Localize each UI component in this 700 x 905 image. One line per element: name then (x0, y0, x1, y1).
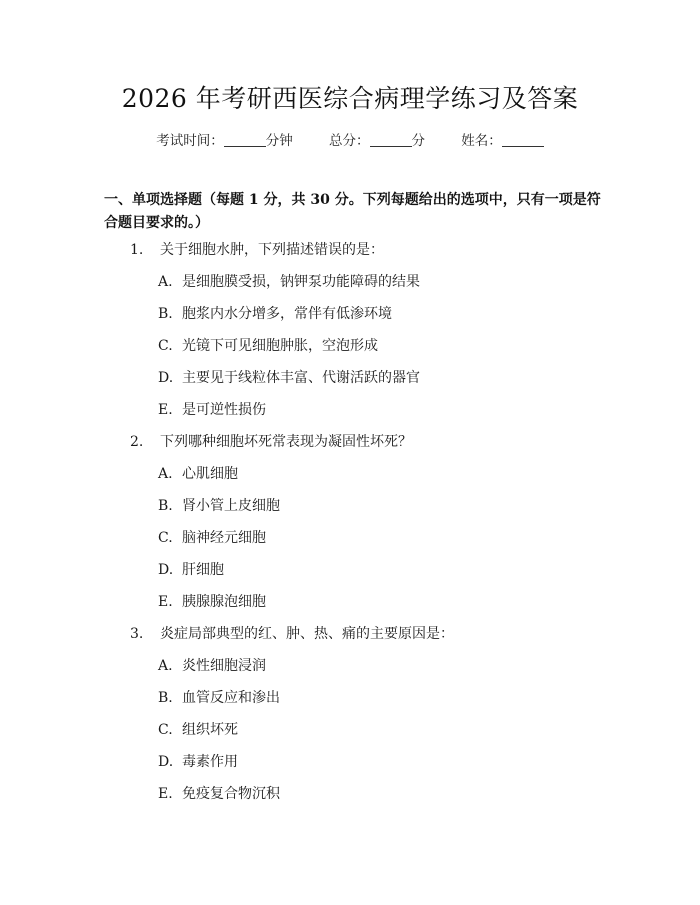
section-heading: 一、单项选择题（每题 1 分，共 30 分。下列每题给出的选项中，只有一项是符合题目要求的。） (104, 192, 601, 231)
option-text: 肾小管上皮细胞 (182, 498, 280, 514)
option-2c (130, 528, 590, 560)
option-letter: E. (158, 402, 173, 418)
name-field (461, 133, 544, 149)
option-text: 炎性细胞浸润 (182, 658, 266, 674)
option-text: 是可逆性损伤 (182, 402, 266, 418)
question-3 (130, 624, 590, 656)
question-text: 关于细胞水肿，下列描述错误的是： (160, 242, 384, 258)
option-letter: C. (158, 722, 173, 738)
exam-time-blank (224, 132, 266, 147)
option-letter: D. (158, 370, 174, 386)
option-1b (130, 304, 590, 336)
option-letter: B. (158, 498, 173, 514)
option-text: 胞浆内水分增多，常伴有低渗环境 (182, 306, 392, 322)
option-text: 组织坏死 (182, 722, 238, 738)
option-1c (130, 336, 590, 368)
total-score-blank (370, 132, 412, 147)
option-text: 胰腺腺泡细胞 (182, 594, 266, 610)
option-3b (130, 688, 590, 720)
question-number: 1. (130, 242, 144, 258)
option-text: 心肌细胞 (182, 466, 238, 482)
option-text: 主要见于线粒体丰富、代谢活跃的器官 (182, 370, 420, 386)
option-3e (130, 784, 590, 816)
page-title: 2026 年考研西医综合病理学练习及答案 (121, 84, 579, 113)
exam-time-unit: 分钟 (265, 133, 293, 149)
option-text: 是细胞膜受损，钠钾泵功能障碍的结果 (182, 274, 420, 290)
question-text: 下列哪种细胞坏死常表现为凝固性坏死？ (160, 434, 412, 450)
exam-meta (0, 131, 700, 151)
option-text: 肝细胞 (182, 562, 224, 578)
option-letter: D. (158, 562, 174, 578)
option-2a (130, 464, 590, 496)
question-list (130, 240, 590, 816)
option-letter: E. (158, 786, 173, 802)
total-score-unit: 分 (411, 133, 425, 149)
option-text: 免疫复合物沉积 (182, 786, 280, 802)
option-text: 光镜下可见细胞肿胀，空泡形成 (182, 338, 378, 354)
option-letter: A. (158, 658, 173, 674)
option-letter: C. (158, 338, 173, 354)
option-letter: A. (158, 466, 173, 482)
exam-time-field (156, 133, 297, 149)
option-2d (130, 560, 590, 592)
option-letter: B. (158, 690, 173, 706)
option-2b (130, 496, 590, 528)
question-number: 3. (130, 626, 144, 642)
name-label: 姓名： (461, 133, 502, 149)
option-letter: A. (158, 274, 173, 290)
option-3c (130, 720, 590, 752)
option-letter: E. (158, 594, 173, 610)
option-3d (130, 752, 590, 784)
option-text: 脑神经元细胞 (182, 530, 266, 546)
option-1e (130, 400, 590, 432)
option-2e (130, 592, 590, 624)
exam-time-label: 考试时间： (156, 133, 224, 149)
option-3a (130, 656, 590, 688)
name-blank (502, 132, 544, 147)
question-2 (130, 432, 590, 464)
option-letter: C. (158, 530, 173, 546)
option-text: 毒素作用 (182, 754, 238, 770)
total-score-field (329, 133, 429, 149)
option-1a (130, 272, 590, 304)
option-letter: B. (158, 306, 173, 322)
option-letter: D. (158, 754, 174, 770)
option-1d (130, 368, 590, 400)
question-text: 炎症局部典型的红、肿、热、痛的主要原因是： (160, 626, 454, 642)
total-score-label: 总分： (329, 133, 370, 149)
question-1 (130, 240, 590, 272)
option-text: 血管反应和渗出 (182, 690, 280, 706)
question-number: 2. (130, 434, 144, 450)
